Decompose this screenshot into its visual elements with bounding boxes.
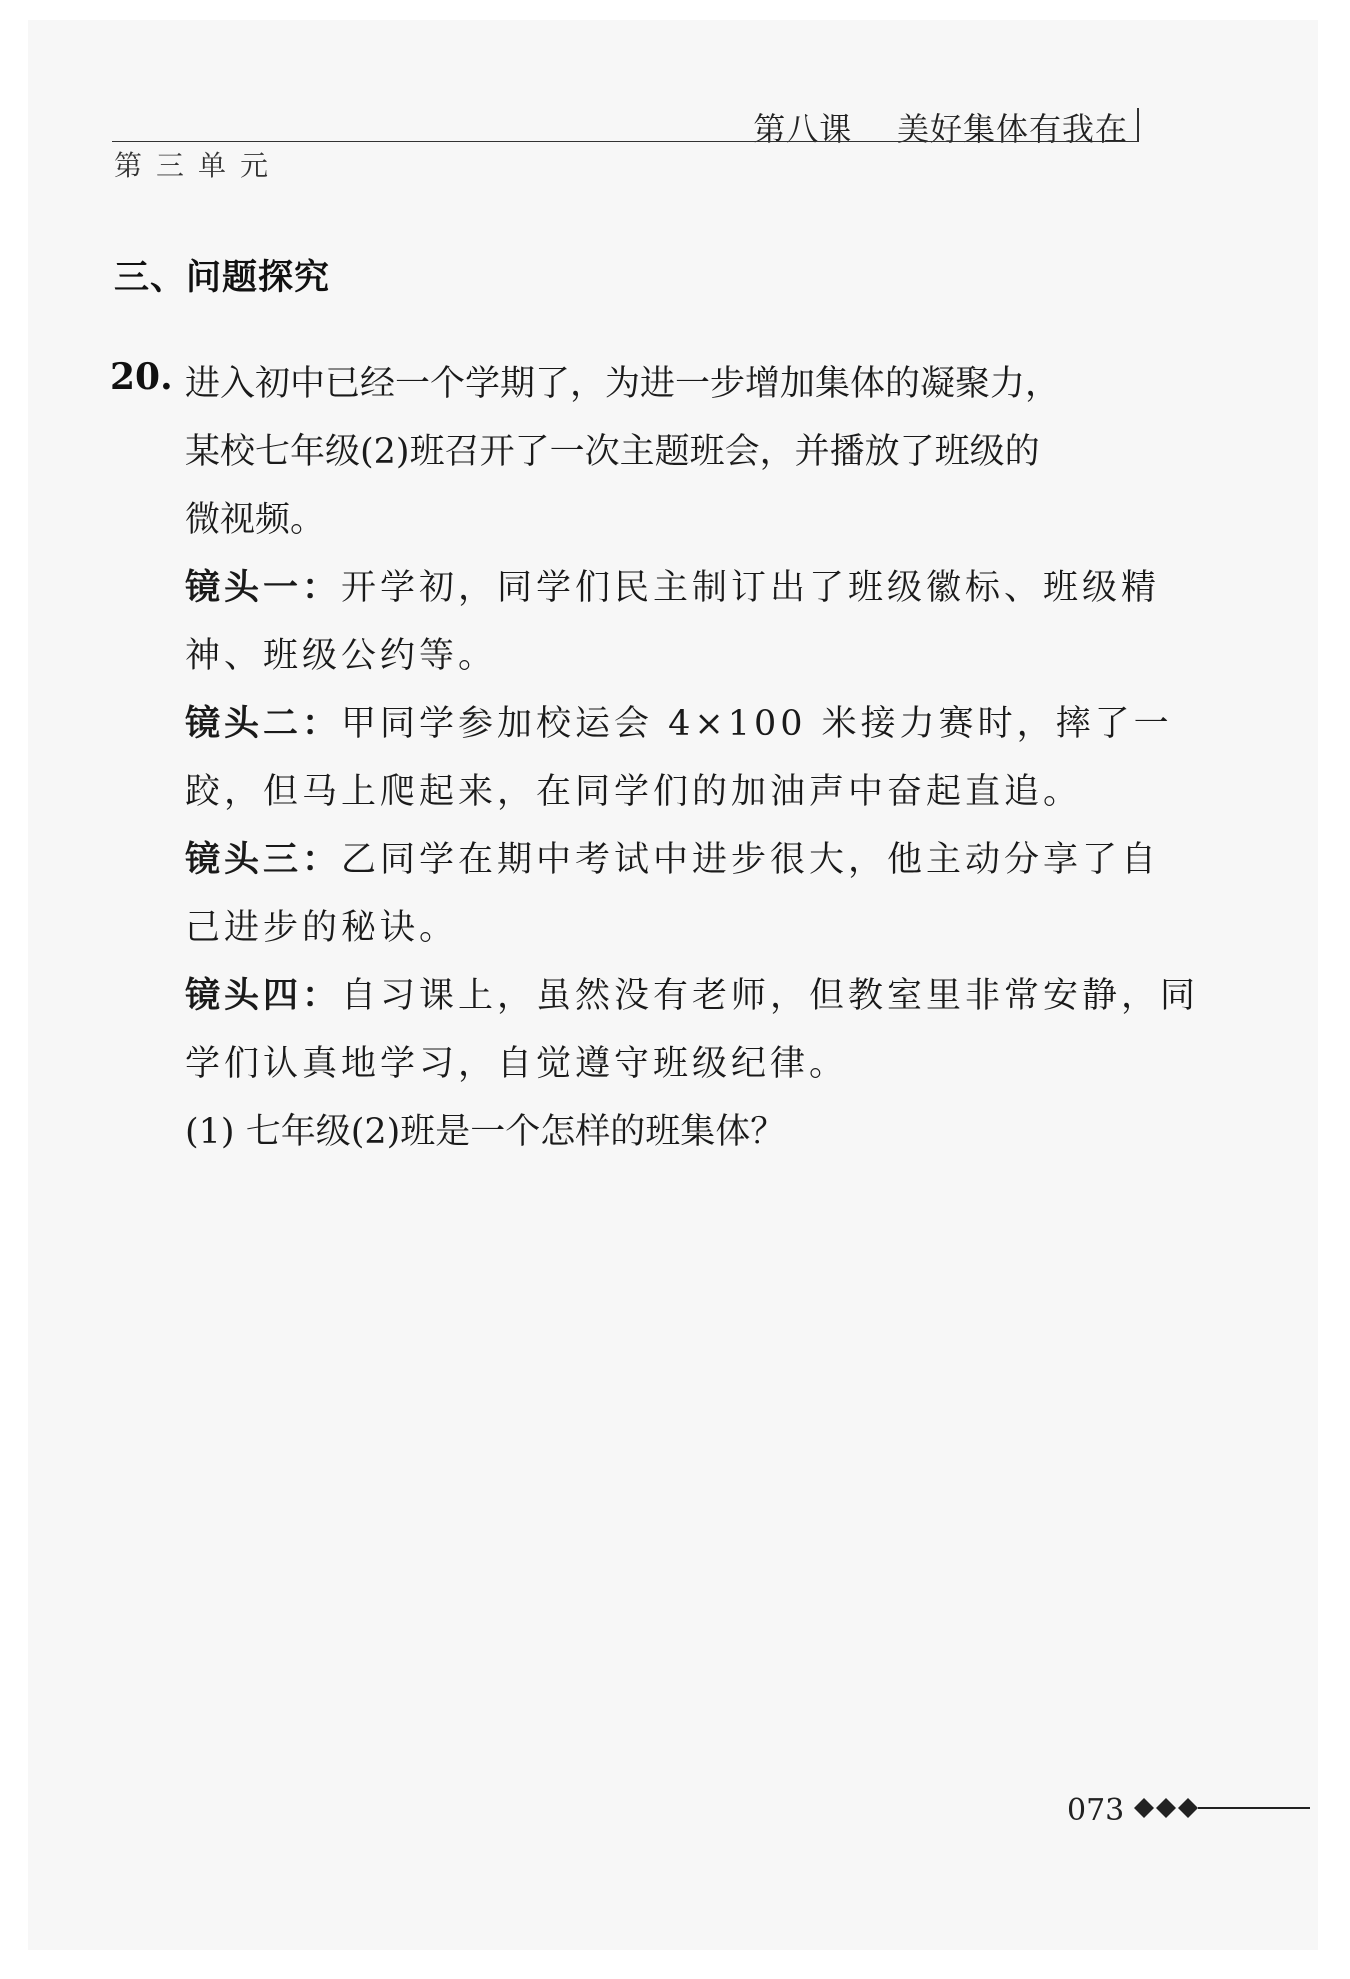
shot-3-text-1: 乙同学在期中考试中进步很大，他主动分享了自 [341, 840, 1161, 880]
question-intro-line-1: 进入初中已经一个学期了，为进一步增加集体的凝聚力， [185, 364, 1061, 404]
header-lesson-title: 第八课 美好集体有我在 [753, 110, 1128, 148]
shot-3-label: 镜头三： [185, 840, 342, 880]
shot-4-line-2: 学们认真地学习，自觉遵守班级纪律。 [185, 1044, 849, 1084]
shot-1-text-1: 开学初，同学们民主制订出了班级徽标、班级精 [341, 568, 1161, 608]
shot-2-label: 镜头二： [185, 704, 342, 744]
shot-1-line-1 [185, 560, 1160, 610]
question-intro-line-2: 某校七年级(2)班召开了一次主题班会，并播放了班级的 [185, 432, 1040, 472]
shot-2-text-1: 甲同学参加校运会 4×100 米接力赛时，摔了一 [341, 704, 1173, 744]
sub-question-1: (1) 七年级(2)班是一个怎样的班集体？ [185, 1112, 786, 1152]
footer-diamond-icon [1178, 1798, 1198, 1818]
header-right-bar [1137, 108, 1139, 142]
header-rule [112, 141, 1137, 142]
footer-diamond-icon [1156, 1798, 1176, 1818]
section-title: 三、问题探究 [114, 258, 331, 298]
footer-diamond-ornament [1130, 1790, 1310, 1826]
shot-2-line-1 [185, 696, 1173, 746]
page-number: 073 [1067, 1793, 1125, 1828]
question-intro-line-3: 微视频。 [185, 500, 326, 540]
question-number: 20. [110, 356, 173, 398]
shot-4-text-1: 自习课上，虽然没有老师，但教室里非常安静，同 [341, 976, 1200, 1016]
shot-1-line-2: 神、班级公约等。 [185, 636, 498, 676]
shot-1-label: 镜头一： [185, 568, 342, 608]
header-unit-label: 第三单元 [114, 149, 283, 182]
shot-4-label: 镜头四： [185, 976, 342, 1016]
footer-diamond-icon [1134, 1798, 1154, 1818]
shot-2-line-2: 跤，但马上爬起来，在同学们的加油声中奋起直追。 [185, 772, 1083, 812]
shot-4-line-1 [185, 968, 1199, 1018]
shot-3-line-2: 己进步的秘诀。 [185, 908, 459, 948]
shot-3-line-1 [185, 832, 1160, 882]
